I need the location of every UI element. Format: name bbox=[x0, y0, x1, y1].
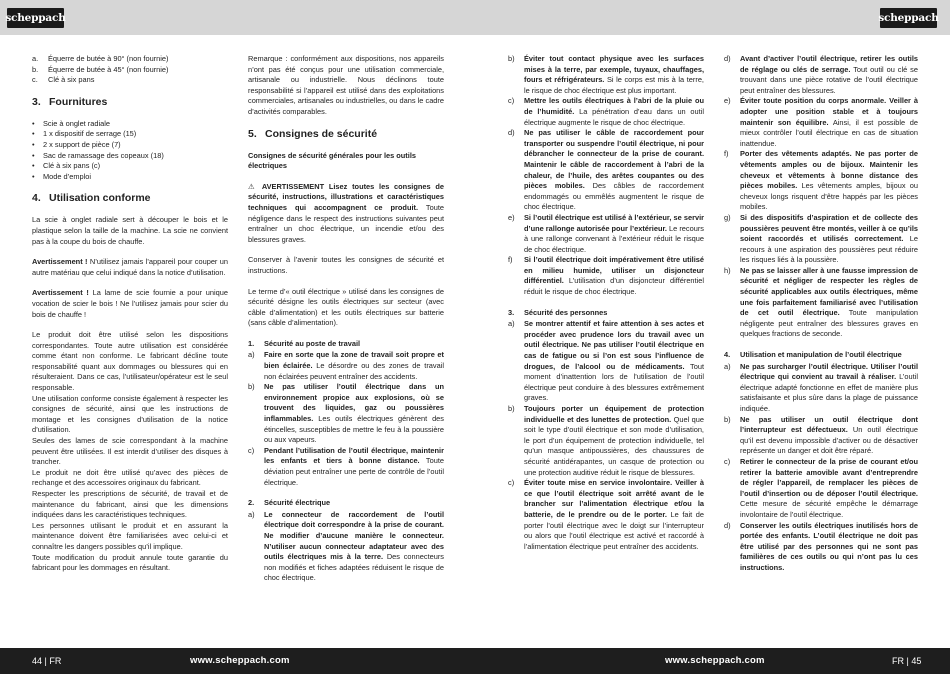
safety-item: b) Ne pas utiliser un outil électrique dont l’interrupteur est défectueux. Un outil électrique qu’il est devenu impossible d’activer ou de désactiver représente un danger et doit être réparé. bbox=[724, 414, 918, 456]
safety-item: b) Ne pas utiliser l’outil électrique dans un environnement propice aux explosions, où se trouvent des liquides, gaz ou poussières inflammables. Les outils électriques génèrent des étincelles, susceptibles de mettre le feu à la poussière ou aux vapeurs. bbox=[248, 382, 444, 445]
subsection-heading: 2. Sécurité électrique bbox=[248, 498, 331, 508]
safety-item: a) Se montrer attentif et faire attention à ses actes et procéder avec prudence lors du travail avec un outil électrique. Ne pas utiliser l’outil électrique en cas de fatigue ou si l’on est sous l’influence de drogues, de l’alcool ou de médicaments. Tout moment d’inattention lors de l’utilisation de l’outil électrique peut conduire à des blessures extrêmement graves. bbox=[508, 319, 705, 403]
safety-item: a) Faire en sorte que la zone de travail soit propre et bien éclairée. Le désordre ou des zones de travail non éclairées peuvent entraîner des accidents. bbox=[248, 350, 444, 381]
list-item: • 1 x dispositif de serrage (15) bbox=[32, 129, 228, 140]
safety-item: f) Si l’outil électrique doit impérativement être utilisé en milieu humide, utiliser un disjoncteur différentiel. L’utilisation d’un disjoncteur différentiel réduit le risque de choc électrique. bbox=[508, 255, 704, 297]
paragraph: Le terme d’« outil électrique » utilisé dans les consignes de sécurité désigne les outils électriques sur secteur (avec câble d’alimentation) et les outils électriques sur batterie (sans câble d’alimentation). bbox=[248, 286, 444, 328]
list-item: c. Clé à six pans bbox=[32, 75, 95, 85]
page-44-column-2 bbox=[248, 54, 444, 584]
section-heading: 3. Fournitures bbox=[32, 95, 108, 108]
list-item: • Clé à six pans (c) bbox=[32, 161, 228, 172]
safety-item: h) Ne pas se laisser aller à une fausse impression de sécurité et négliger de respecter les règles de sécurité applicables aux outils électriques, même une fois parfaitement familiarisé avec l’utilisation de cet outil électrique. Toute manipulation négligente peut entraîner des blessures graves en quelques fractions de seconde. bbox=[724, 265, 919, 339]
supply-list bbox=[32, 119, 228, 183]
footer-bar bbox=[0, 648, 950, 674]
safety-item: g) Si des dispositifs d’aspiration et de collecte des poussières peuvent être montés, veiller à ce qu’ils soient raccordés et utilisés correctement. Le recours à une aspiration des poussières peut réduire les risques liés à la poussière. bbox=[724, 212, 918, 265]
subsection-heading: 1. Sécurité au poste de travail bbox=[248, 338, 361, 348]
safety-item: b) Toujours porter un équipement de protection individuelle et des lunettes de protection. Quel que soit le type d’outil électrique et son mode d’utilisation, le port d’un équipement de protection individuelle, tel qu’un masque antipoussières, des chaussures de sécurité antidérapantes, un casque de protection ou une protection auditive réduit le risque de blessures. bbox=[508, 404, 704, 477]
list-item: • Mode d’emploi bbox=[32, 172, 228, 183]
safety-item: c) Retirer le connecteur de la prise de courant et/ou retirer la batterie amovible avant d’entreprendre de régler l’appareil, de remplacer les pièces de l’outil d’insertion ou de déposer l’outil électrique. Cette mesure de sécurité empêche le démarrage involontaire de l’outil électrique. bbox=[724, 456, 918, 519]
safety-item: d) Ne pas utiliser le câble de raccordement pour transporter ou suspendre l’outil électrique, ni pour débrancher le connecteur de la prise de courant. Maintenir le câble de raccordement à l’abri de la chaleur, de l’huile, des arêtes coupantes ou des pièces mobiles. Des câbles de raccordement endommagés ou emmêlés augmentent le risque de choc électrique. bbox=[508, 128, 704, 212]
warning-paragraph: Avertissement ! La lame de scie fournie a pour unique vocation de scier le bois ! Ne l’utilisez jamais pour scier du bois de chauffe ! bbox=[32, 288, 228, 319]
list-item: a. Équerre de butée à 90° (non fournie) bbox=[32, 54, 169, 63]
section-heading: 5. Consignes de sécurité bbox=[248, 127, 378, 140]
page-45-column-2 bbox=[724, 54, 918, 574]
website-link[interactable]: www.scheppach.com bbox=[665, 655, 765, 666]
scheppach-logo: scheppach bbox=[7, 8, 64, 28]
safety-item: a) Le connecteur de raccordement de l’outil électrique doit correspondre à la prise de courant. Ne modifier d’aucune manière le connecteur. N’utiliser aucun connecteur adaptateur avec des outils électriques mis à la terre. Des connecteurs non modifiés et fiches adaptées réduisent le risque de choc électrique. bbox=[248, 509, 444, 583]
website-link[interactable]: www.scheppach.com bbox=[190, 655, 290, 666]
safety-item: a) Ne pas surcharger l’outil électrique. Utiliser l’outil électrique qui convient au travail à réaliser. L’outil électrique adapté fonctionne en effet de manière plus satisfaisante et plus sûre dans la plage de puissance indiquée. bbox=[724, 361, 918, 413]
paragraph: Respecter les prescriptions de sécurité, de travail et de maintenance du fabricant, ainsi que les dimensions indiquées dans les caractéristiques techniques. bbox=[32, 489, 228, 520]
safety-item: e) Éviter toute position du corps anormale. Veiller à adopter une position stable et à toujours maintenir son équilibre. Ainsi, il est possible de mieux contrôler l’outil électrique en cas de situation inattendue. bbox=[724, 96, 918, 148]
paragraph: La scie à onglet radiale sert à découper le bois et le plastique selon la taille de la machine. La scie ne convient pas à la coupe du bois de chauffe. bbox=[32, 215, 228, 246]
remark-paragraph: Remarque : conformément aux dispositions, nos appareils n’ont pas été conçus pour une utilisation commerciale, artisanale ou industrielle. Nous déclinons toute responsabilité si l’appareil est utilisé dans des exploitations commerciales, artisanales ou industrielles, ou dans le cadre d’activités comparables. bbox=[248, 54, 444, 116]
page-45-column-1 bbox=[508, 54, 704, 552]
warning-paragraph: ⚠ AVERTISSEMENT Lisez toutes les consignes de sécurité, instructions, illustrations et caractéristiques techniques qui accompagnent ce produit. Toute négligence dans le respect des instructions suivantes peut entraîner un choc électrique, un incendie et/ou des blessures graves. bbox=[248, 181, 444, 244]
page-number: 44 | FR bbox=[32, 656, 62, 666]
safety-item: c) Mettre les outils électriques à l’abri de la pluie ou de l’humidité. La pénétration d’eau dans un outil électrique augmente le risque de choc électrique. bbox=[508, 96, 704, 127]
safety-item: c) Pendant l’utilisation de l’outil électrique, maintenir les enfants et tiers à bonne distance. Toute déviation peut entraîner une perte de contrôle de l’outil électrique. bbox=[248, 445, 444, 487]
paragraph: Une utilisation conforme consiste également à respecter les consignes de sécurité, ainsi que les instructions de montage et les consignes d’utilisation de la notice d’utilisation. bbox=[32, 393, 228, 435]
subsection-heading: 4. Utilisation et manipulation de l’outil électrique bbox=[724, 350, 902, 360]
safety-item: d) Avant d’activer l’outil électrique, retirer les outils de réglage ou clés de serrage. Tout outil ou clé se trouvant dans une pièce rotative de l’outil électrique peut entraîner des blessures. bbox=[724, 54, 918, 95]
page-44-column-1 bbox=[32, 54, 228, 574]
paragraph: Les personnes utilisant le produit et en assurant la maintenance doivent être familiarisées avec celui-ci et connaître les dangers possibles qu’il implique. bbox=[32, 520, 228, 551]
list-item: b. Équerre de butée à 45° (non fournie) bbox=[32, 64, 169, 74]
subsection-heading: 3. Sécurité des personnes bbox=[508, 307, 608, 317]
safety-item: f) Porter des vêtements adaptés. Ne pas porter de vêtements amples ou de bijoux. Maintenir les cheveux et vêtements à bonne distance des pièces mobiles. Les vêtements amples, bijoux ou cheveux longs risquent d’être happés par les pièces mobiles. bbox=[724, 149, 919, 212]
paragraph: Le produit ne doit être utilisé qu’avec des pièces de rechange et des accessoires originaux du fabricant. bbox=[32, 467, 228, 488]
section-heading: 4. Utilisation conforme bbox=[32, 192, 151, 205]
safety-item: e) Si l’outil électrique est utilisé à l’extérieur, se servir d’une rallonge autorisée pour l’extérieur. Le recours à une rallonge convenant à l’extérieur réduit le risque de choc électrique. bbox=[508, 212, 704, 254]
page-number: FR | 45 bbox=[892, 656, 922, 666]
subheading: Consignes de sécurité générales pour les outils électriques bbox=[248, 150, 416, 171]
paragraph: Toute modification du produit annule toute garantie du fabricant pour les dommages en résultant. bbox=[32, 552, 228, 573]
list-item: • Sac de ramassage des copeaux (18) bbox=[32, 151, 228, 162]
paragraph: Le produit doit être utilisé selon les dispositions correspondantes. Toute autre utilisation est considérée comme étant non conforme. Le fabricant décline toute responsabilité quant aux dommages ou blessures qui en résulteraient. Dans ce cas, l’utilisateur/opérateur est le seul responsable. bbox=[32, 330, 228, 393]
warning-paragraph: Avertissement ! N’utilisez jamais l’appareil pour couper un autre matériau que celui indiqué dans la notice d’utilisation. bbox=[32, 257, 229, 277]
scheppach-logo: scheppach bbox=[880, 8, 937, 28]
safety-item: d) Conserver les outils électriques inutilisés hors de portée des enfants. L’outil électrique ne doit pas être utilisé par des personnes qui ne sont pas familières de ces outils ou qui n’ont pas lu ces instructions. bbox=[724, 520, 918, 572]
safety-item: b) Éviter tout contact physique avec les surfaces mises à la terre, par exemple, tuyaux, chauffages, fours et réfrigérateurs. Si le corps est mis à la terre, le risque de choc électrique est plus important. bbox=[508, 54, 704, 95]
header-bar bbox=[0, 0, 950, 35]
safety-item: c) Éviter toute mise en service involontaire. Veiller à ce que l’outil électrique soit arrêté avant de le brancher sur l’alimentation électrique et/ou la batterie, de le prendre ou de le porter. Le fait de porter l’outil électrique avec le doigt sur l’interrupteur ou alors que l’outil électrique est activé et raccordé à l’alimentation électrique peut entraîner des accidents. bbox=[508, 478, 704, 551]
list-item: • 2 x support de pièce (7) bbox=[32, 140, 228, 151]
paragraph: Seules des lames de scie correspondant à la machine peuvent être utilisées. Il est interdit d’utiliser des disques à trancher. bbox=[32, 436, 228, 467]
list-item: • Scie à onglet radiale bbox=[32, 119, 228, 130]
paragraph: Conserver à l’avenir toutes les consignes de sécurité et instructions. bbox=[248, 255, 444, 275]
